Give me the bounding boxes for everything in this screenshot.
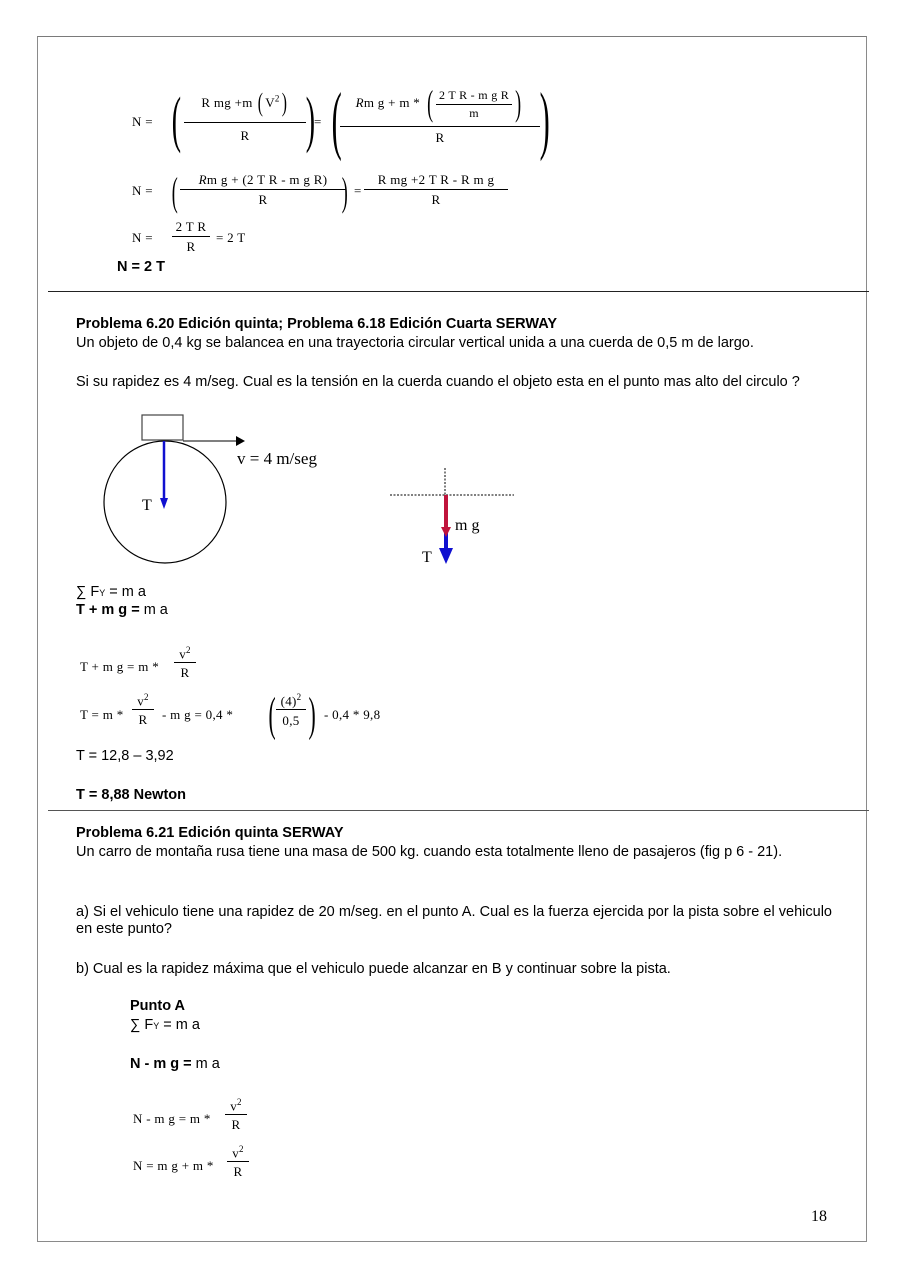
velocity-label: v = 4 m/seg [237, 449, 317, 468]
fraction-v2-r: $v^2$ R [227, 1144, 249, 1180]
tension-label-fbd: T [422, 549, 432, 566]
punto-a-heading: Punto A [130, 998, 186, 1014]
fraction-5: 2 T R R [172, 219, 210, 255]
problem-6-21-statement: Un carro de montaña rusa tiene una masa de 500 kg. cuando esta totalmente lleno de pasajeros (fig p 6 - 21). [76, 844, 783, 860]
fraction-v2-r: $v^2$ R [174, 645, 196, 681]
left-paren: ( [171, 86, 182, 154]
problem-6-20-statement-2: Si su rapidez es 4 m/seg. Cual es la tensión en la cuerda cuando el objeto esta en el punto mas alto del circulo ? [76, 374, 800, 390]
tension-label-circle: T [142, 497, 152, 514]
sum-forces-y: ∑ FY = m a [130, 1017, 200, 1033]
weight-label-fbd: m g [455, 517, 480, 534]
fraction-2: Rm g + m * ( $\frac{\text{2 T R - m g R}}{m}$ ) R [340, 82, 540, 146]
page-number: 18 [811, 1208, 827, 1225]
fraction-1: R mg +m ( $V^2$) R [184, 88, 306, 144]
result-t-8-88-newton: T = 8,88 Newton [76, 787, 186, 803]
problem-6-20-statement-1: Un objeto de 0,4 kg se balancea en una trayectoria circular vertical unida a una cuerda de 0,5 m de largo. [76, 335, 754, 351]
problem-6-21-part-a: a) Si el vehiculo tiene una rapidez de 20 m/seg. en el punto A. Cual es la fuerza ejercida por la pista sobre el vehiculo en este punto? [76, 904, 832, 937]
equation-t-line-3: T = 12,8 – 3,92 [76, 748, 174, 764]
sum-forces-y: ∑ FY = m a [76, 584, 146, 600]
fraction-4: R mg +2 T R - R m g R [364, 172, 508, 208]
section-divider [48, 810, 869, 811]
problem-6-20-title: Problema 6.20 Edición quinta; Problema 6.18 Edición Cuarta SERWAY [76, 316, 558, 332]
right-paren: ) [305, 86, 316, 154]
section-divider [48, 291, 869, 292]
fraction-4sq-0-5: $(4)^2$ 0,5 [276, 692, 306, 729]
fraction-3: Rm g + (2 T R - m g R) R [180, 172, 346, 208]
force-equation: T + m g = m a [76, 602, 168, 618]
problem-6-21-part-b: b) Cual es la rapidez máxima que el vehiculo puede alcanzar en B y continuar sobre la pista. [76, 961, 671, 977]
fraction-v2-r: $v^2$ R [225, 1097, 247, 1133]
result-n-equals-2t: N = 2 T [117, 259, 165, 275]
right-paren: ) [539, 78, 550, 162]
fraction-v2-r: $v^2$ R [132, 692, 154, 728]
force-equation: N - m g = m a [130, 1056, 220, 1072]
left-paren: ( [331, 78, 342, 162]
circular-motion-diagram [90, 410, 530, 580]
problem-6-21-title: Problema 6.21 Edición quinta SERWAY [76, 825, 344, 841]
